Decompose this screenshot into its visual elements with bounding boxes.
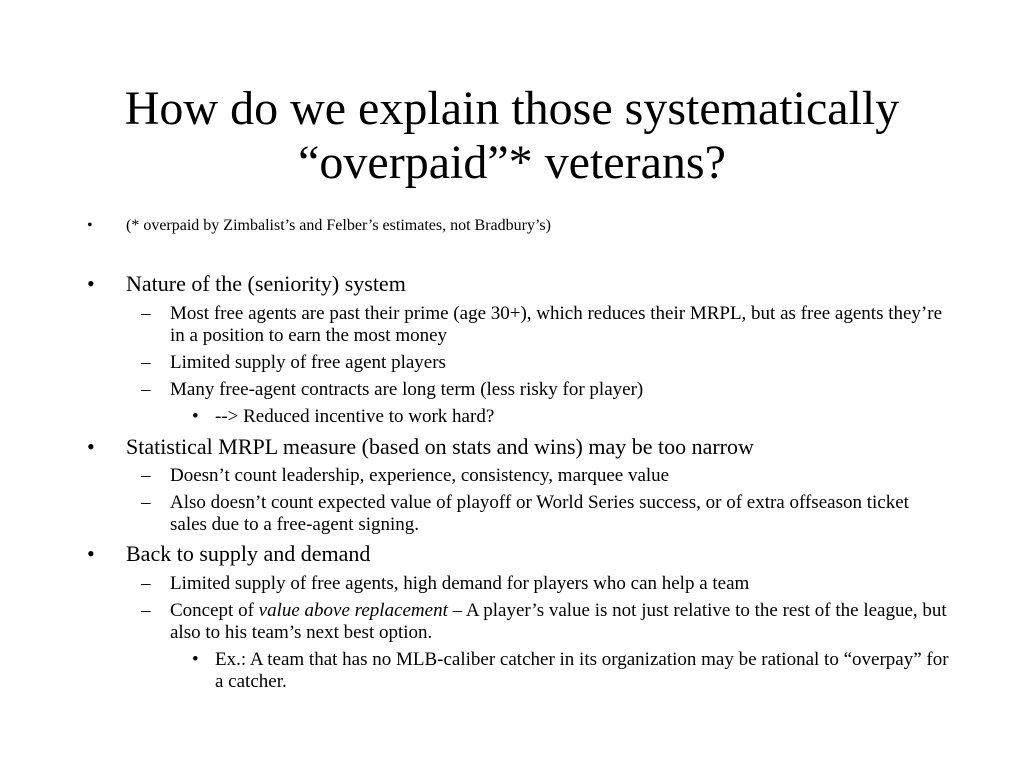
- dash-marker: –: [141, 600, 151, 621]
- bullet-text: Statistical MRPL measure (based on stats and wins) may be too narrow: [126, 434, 754, 459]
- sub-bullet-text-prefix: Concept of: [170, 600, 259, 621]
- bullet-marker: •: [192, 406, 199, 427]
- slide-title-line-2: “overpaid”* veterans?: [298, 136, 726, 189]
- dash-marker: –: [141, 379, 151, 400]
- bullet-marker: •: [192, 649, 199, 670]
- sub-bullet-text: Limited supply of free agent players: [170, 352, 446, 373]
- bullet-marker: •: [87, 541, 95, 566]
- slide-title: [60, 82, 964, 190]
- bullet-text: Back to supply and demand: [126, 541, 371, 566]
- sub-bullet-text: Doesn’t count leadership, experience, consistency, marquee value: [170, 465, 670, 486]
- bullet-marker: •: [87, 217, 93, 234]
- bullet-text: Nature of the (seniority) system: [126, 271, 406, 296]
- dash-marker: –: [141, 573, 151, 594]
- bullet-marker: •: [87, 434, 95, 459]
- sub-sub-bullet-text: Ex.: A team that has no MLB-caliber catcher in its organization may be rational to “overpay” for a catcher.: [215, 649, 949, 692]
- bullet-text: (* overpaid by Zimbalist’s and Felber’s estimates, not Bradbury’s): [126, 217, 551, 234]
- sub-bullet-text: Also doesn’t count expected value of playoff or World Series success, or of extra offseason ticket sales due to a free-agent signing.: [170, 492, 909, 535]
- sub-bullet-text: Many free-agent contracts are long term (less risky for player): [170, 379, 644, 400]
- dash-marker: –: [141, 465, 151, 486]
- sub-bullet-text: [170, 600, 950, 644]
- dash-marker: –: [141, 352, 151, 373]
- slide-title-line-1: How do we explain those systematically: [124, 82, 900, 135]
- sub-bullet-text-rest: – A player’s value is not just relative to the rest of the league, but also to his team’s next best option.: [170, 600, 947, 643]
- sub-bullet-text: Limited supply of free agents, high demand for players who can help a team: [170, 573, 750, 594]
- sub-bullet-text-italic: value above replacement: [258, 600, 448, 621]
- dash-marker: –: [141, 303, 151, 324]
- dash-marker: –: [141, 492, 151, 513]
- sub-sub-bullet-text: --> Reduced incentive to work hard?: [215, 406, 495, 427]
- bullet-marker: •: [87, 271, 95, 296]
- sub-bullet-text: Most free agents are past their prime (age 30+), which reduces their MRPL, but as free agents they’re in a position to earn the most money: [170, 303, 943, 346]
